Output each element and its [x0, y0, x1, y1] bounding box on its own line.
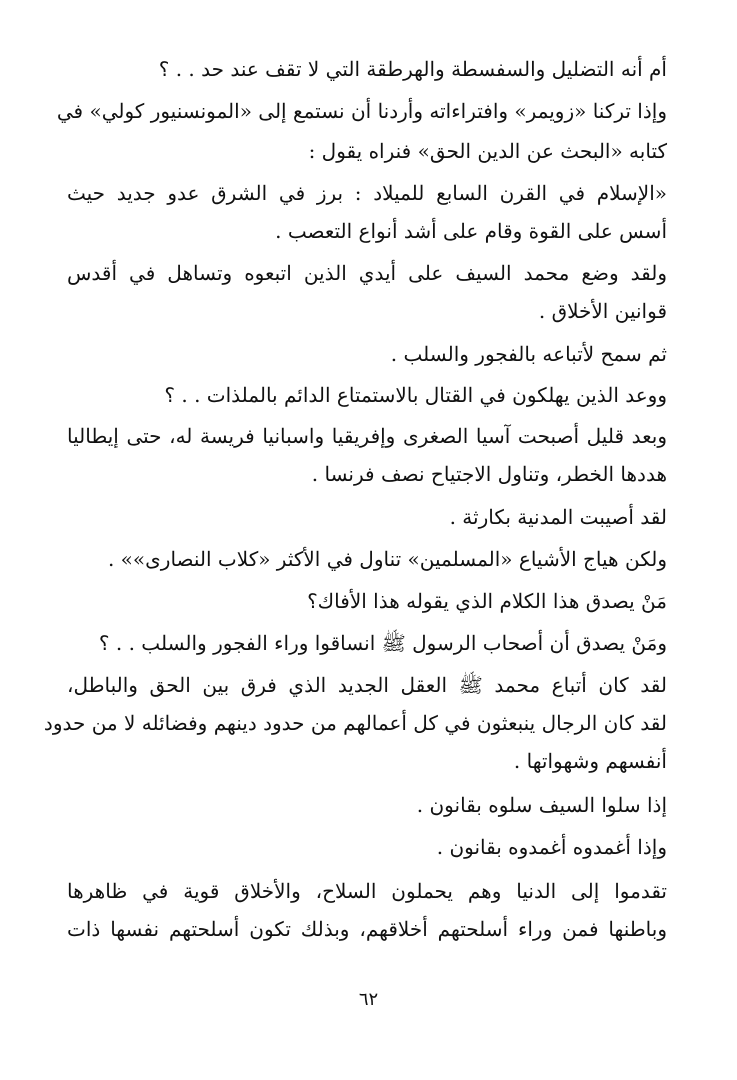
text-line-17: لقد كان الرجال ينبعثون في كل أعمالهم من حدود دينهم وفضائله لا من حدود [43, 711, 667, 735]
text-line-11: هددها الخطر، وتناول الاجتياح نصف فرنسا . [311, 462, 667, 486]
text-line-19: إذا سلوا السيف سلوه بقانون . [416, 793, 667, 817]
text-line-6: ولقد وضع محمد السيف على أيدي الذين اتبعوه وتساهل في أقدس [67, 261, 667, 285]
text-line-2: وإذا تركنا «زويمر» وافتراءاته وأردنا أن نستمع إلى «المونسنيور كولي» في [56, 99, 667, 123]
text-line-20: وإذا أغمدوه أغمدوه بقانون . [436, 835, 667, 859]
text-line-5: أسس على القوة وقام على أشد أنواع التعصب . [275, 219, 667, 243]
text-line-7: قوانين الأخلاق . [538, 299, 667, 323]
text-line-15: ومَنْ يصدق أن أصحاب الرسول ﷺ انساقوا وراء الفجور والسلب . . ؟ [98, 631, 667, 655]
text-line-10: وبعد قليل أصبحت آسيا الصغرى وإفريقيا واسبانيا فريسة له، حتى إيطاليا [67, 424, 667, 448]
text-line-21: تقدموا إلى الدنيا وهم يحملون السلاح، والأخلاق قوية في ظاهرها [67, 879, 667, 903]
text-line-1: أم أنه التضليل والسفسطة والهرطقة التي لا تقف عند حد . . ؟ [158, 57, 667, 81]
page-number: ٦٢ [358, 989, 379, 1010]
text-line-3: كتابه «البحث عن الدين الحق» فنراه يقول : [308, 139, 667, 163]
text-line-9: ووعد الذين يهلكون في القتال بالاستمتاع الدائم بالملذات . . ؟ [164, 383, 667, 407]
text-line-12: لقد أصيبت المدنية بكارثة . [449, 505, 667, 529]
text-line-16: لقد كان أتباع محمد ﷺ العقل الجديد الذي فرق بين الحق والباطل، [67, 673, 667, 697]
text-line-4: «الإسلام في القرن السابع للميلاد : برز في الشرق عدو جديد حيث [67, 181, 667, 205]
text-line-18: أنفسهم وشهواتها . [513, 749, 667, 773]
text-line-22: وباطنها فمن وراء أسلحتهم أخلاقهم، وبذلك تكون أسلحتهم نفسها ذات [67, 917, 667, 941]
text-line-14: مَنْ يصدق هذا الكلام الذي يقوله هذا الأفاك؟ [307, 589, 667, 613]
text-line-13: ولكن هياج الأشياع «المسلمين» تناول في الأكثر «كلاب النصارى»» . [107, 547, 667, 571]
text-line-8: ثم سمح لأتباعه بالفجور والسلب . [390, 342, 667, 366]
